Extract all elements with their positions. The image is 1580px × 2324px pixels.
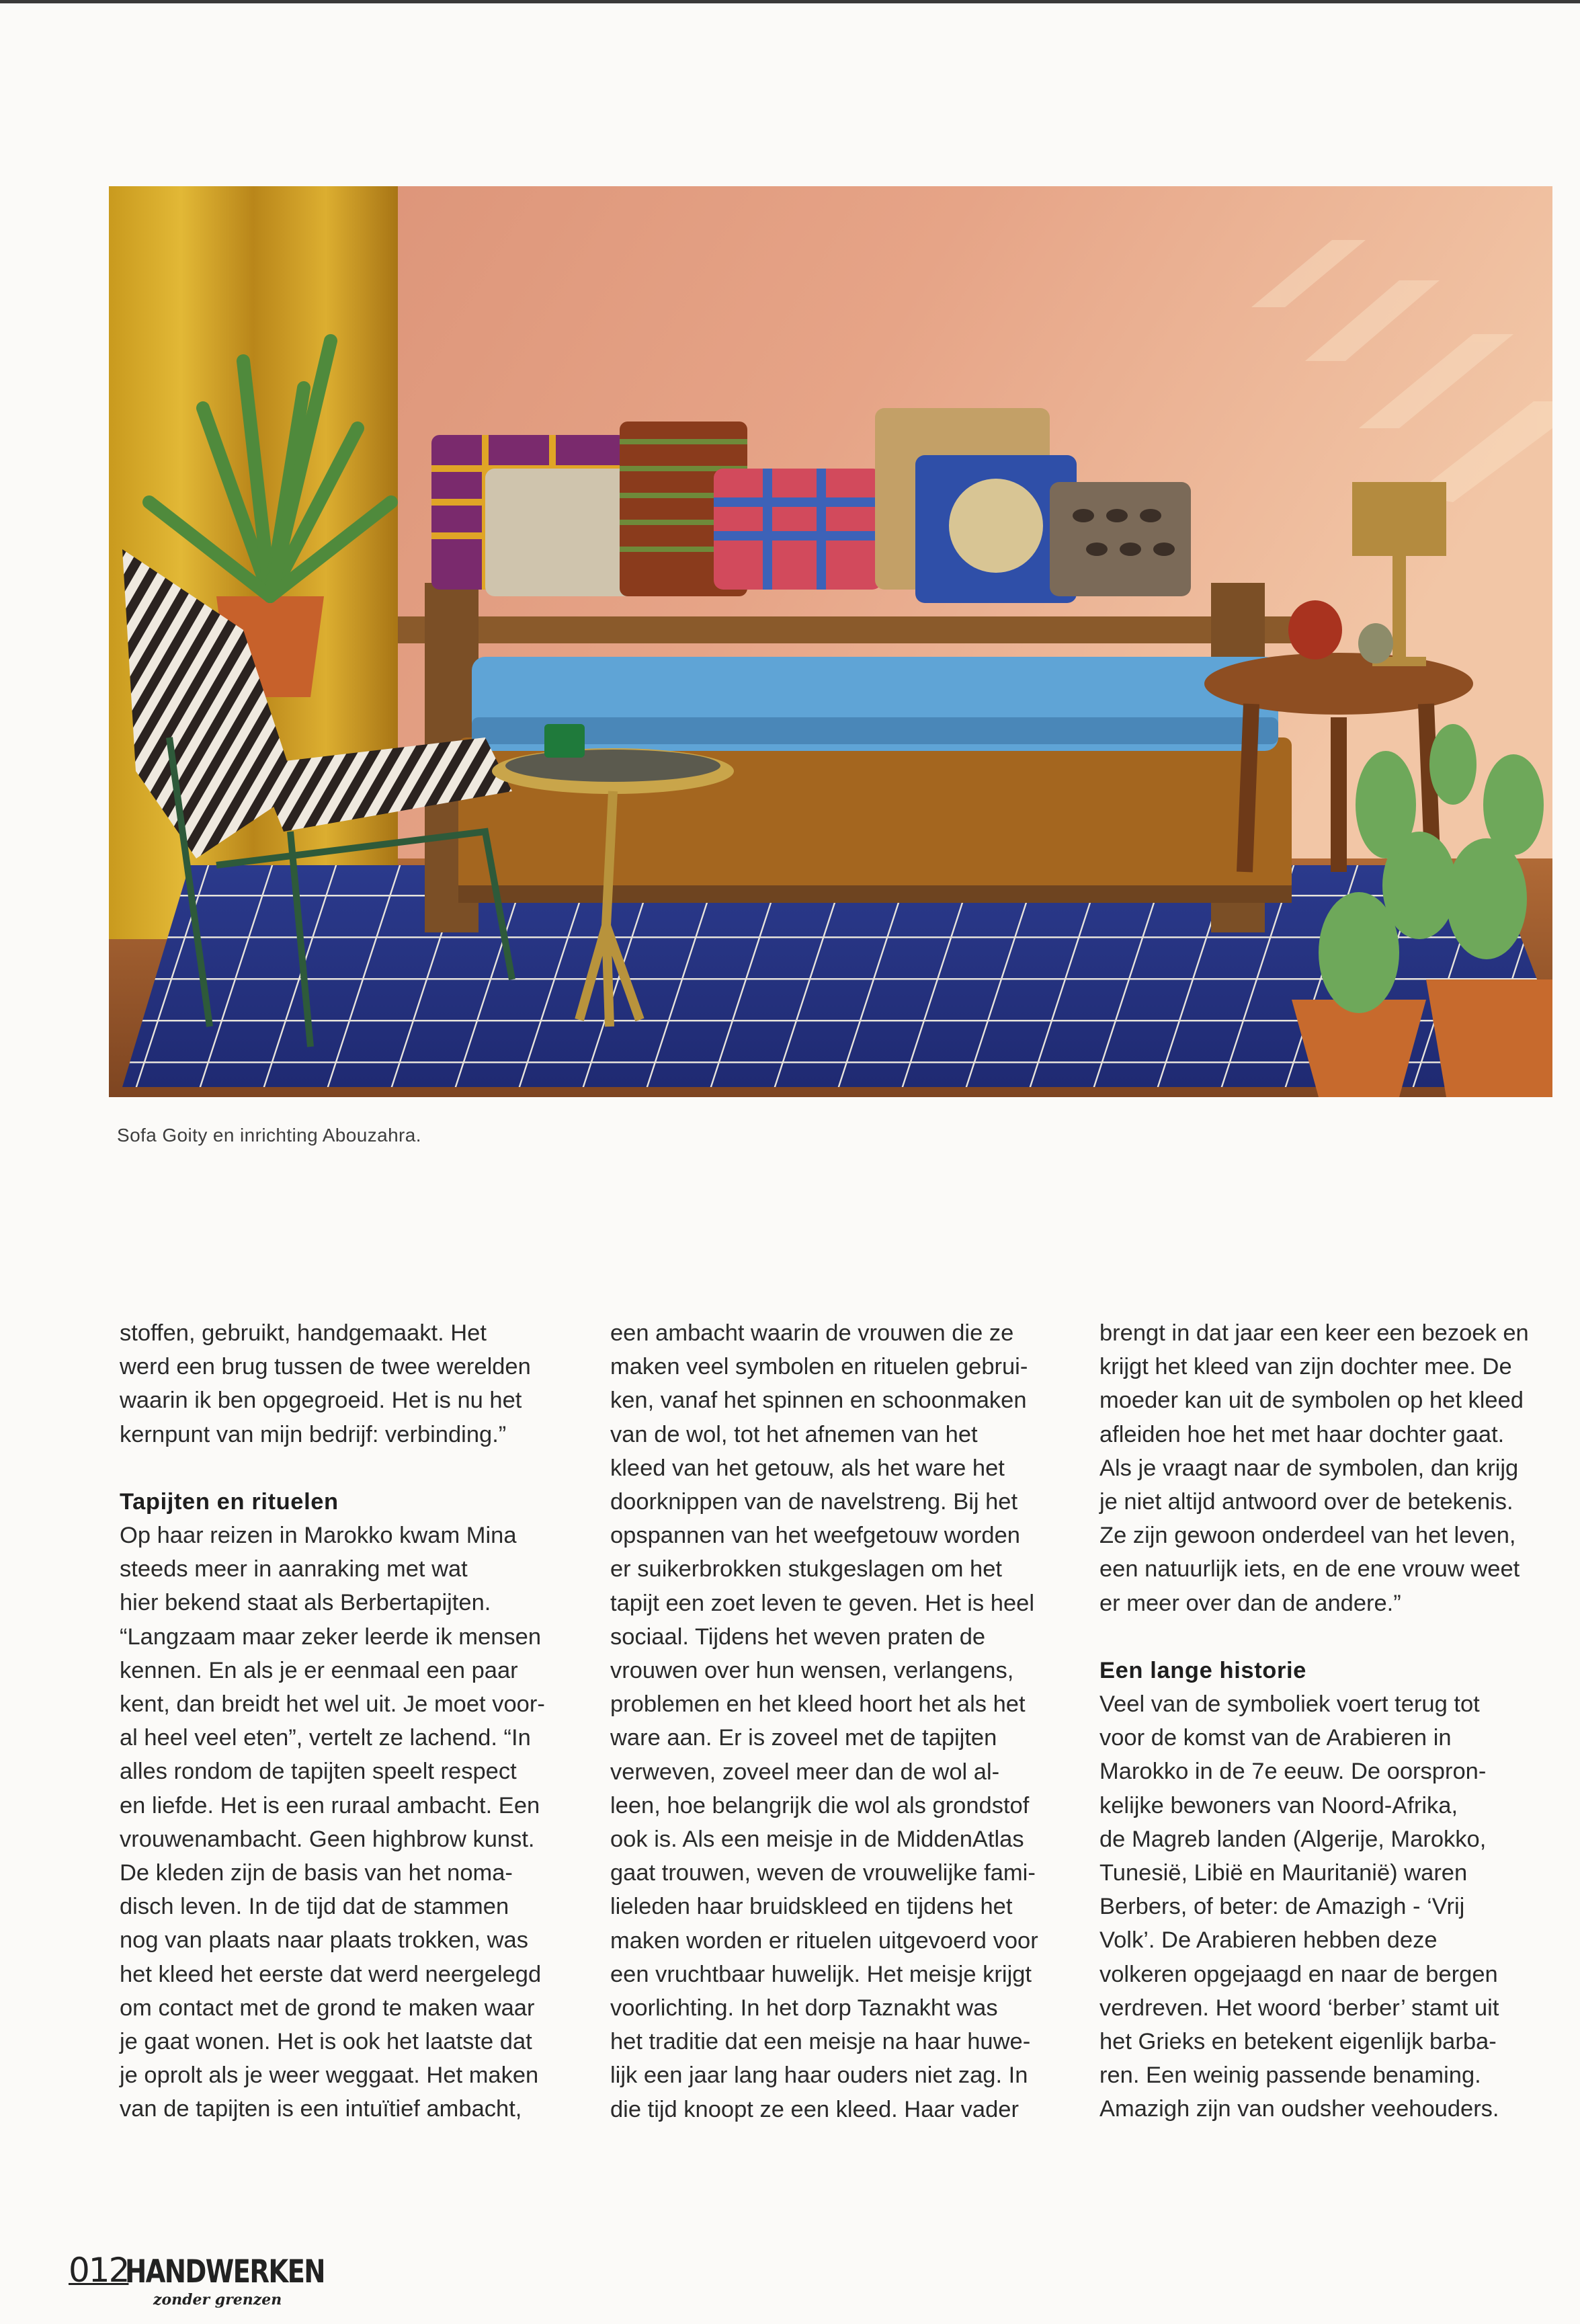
article-column-3 (1099, 1316, 1570, 2126)
article-column-1 (120, 1316, 590, 2126)
paragraph: stoffen, gebruikt, handgemaakt. Het werd een brug tussen de twee werelden waarin ik ben opgegroeid. Het is nu het kernpunt van mijn bedrijf: verbinding.” (120, 1320, 531, 1447)
magazine-logo-tagline: zonder grenzen (153, 2291, 282, 2309)
paragraph: Veel van de symboliek voert terug tot voor de komst van de Arabieren in Marokko in de 7e eeuw. De oorspron- kelijke bewoners van Noord-Afrika, de Magreb landen (Algerije, Marokko, Tunesië, Libië en Mauritanië) waren Berbers, of beter: de Amazigh - ‘Vrij Volk’. De Arabieren hebben deze volkeren opgejaagd en naar de bergen verdreven. Het woord ‘berber’ stamt uit het Grieks en betekent eigenlijk barba- ren. Een weinig passende benaming. Amazigh zijn van oudsher veehouders. (1099, 1691, 1499, 2122)
magazine-logo-name: HANDWERKEN (125, 2253, 325, 2290)
section-heading: Tapijten en rituelen (120, 1488, 339, 1515)
photo-caption: Sofa Goity en inrichting Abouzahra. (117, 1125, 421, 1146)
page-number: 012 (69, 2251, 129, 2290)
page-footer (69, 2251, 351, 2309)
paragraph: Op haar reizen in Marokko kwam Mina steeds meer in aanraking met wat hier bekend staat als Berbertapijten. “Langzaam maar zeker leerde ik mensen kennen. En als je er eenmaal een paar kent, dan breidt het wel uit. Je moet voor- al heel veel eten”, vertelt ze lachend. “In alles rondom de tapijten speelt respect en liefde. Het is een ruraal ambacht. Een vrouwenambacht. Geen highbrow kunst. De kleden zijn de basis van het noma- disch leven. In de tijd dat de stammen nog van plaats naar plaats trokken, was het kleed het eerste dat werd neergelegd om contact met de grond te maken waar je gaat wonen. Het is ook het laatste dat je oprolt als je weer weggaat. Het maken van de tapijten is een intuïtief ambacht, (120, 1523, 545, 2122)
article-column-2 (610, 1316, 1081, 2126)
top-rule (0, 0, 1580, 3)
paragraph: een ambacht waarin de vrouwen die ze maken veel symbolen en rituelen gebrui- ken, vanaf het spinnen en schoonmaken van de wol, tot het afnemen van het kleed van het getouw, als het ware het doorknippen van de navelstreng. Bij het opspannen van het weefgetouw worden er suikerbrokken stukgeslagen om het tapijt een zoet leven te geven. Het is heel sociaal. Tijdens het weven praten de vrouwen over hun wensen, verlangens, problemen en het kleed hoort het als het ware aan. Er is zoveel met de tapijten verweven, zoveel meer dan de wol al- leen, hoe belangrijk die wol als grondstof ook is. Als een meisje in de MiddenAtlas gaat trouwen, weven de vrouwelijke fami- lieleden haar bruidskleed en tijdens het maken worden er rituelen uitgevoerd voor een vruchtbaar huwelijk. Het meisje krijgt voorlichting. In het dorp Taznakht was het traditie dat een meisje na haar huwe- lijk een jaar lang haar ouders niet zag. In die tijd knoopt ze een kleed. Haar vader (610, 1320, 1038, 2122)
paragraph: brengt in dat jaar een keer een bezoek en krijgt het kleed van zijn dochter mee. De moeder kan uit de symbolen op het kleed afleiden hoe het met haar dochter gaat. Als je vraagt naar de symbolen, dan krijg je niet altijd antwoord over de betekenis. Ze zijn gewoon onderdeel van het leven, een natuurlijk iets, en de ene vrouw weet er meer over dan de andere.” (1099, 1320, 1529, 1616)
interior-photo-illustration (109, 186, 1552, 1097)
interior-photo (109, 186, 1552, 1097)
section-heading: Een lange historie (1099, 1657, 1306, 1683)
